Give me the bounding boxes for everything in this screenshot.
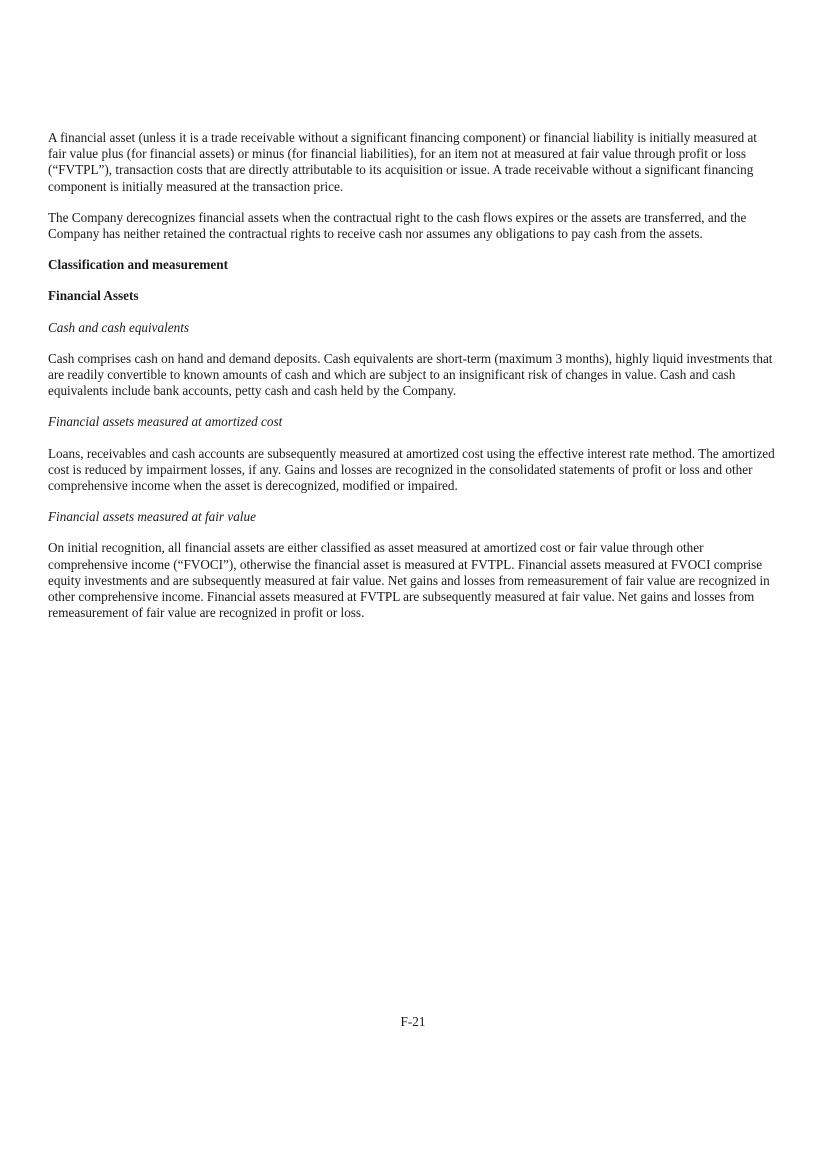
paragraph-derecognition: The Company derecognizes financial assets when the contractual right to the cash flows expires or the assets are transferred, and the Company has neither retained the contractual rights to receive cash nor assumes any obligations to pay cash from the assets.	[48, 209, 747, 242]
heading-financial-assets: Financial Assets	[48, 288, 139, 304]
document-body	[48, 130, 778, 636]
paragraph-initial-measurement: A financial asset (unless it is a trade receivable without a significant financing component) or financial liability is initially measured at fair value plus (for financial assets) or minus (for financial liabilities), for an item not at measured at fair value through profit or loss (“FVTPL”), transaction costs that are directly attributable to its acquisition or issue. A trade receivable without a significant financing component is initially measured at the transaction price.	[48, 130, 757, 194]
subheading-fair-value: Financial assets measured at fair value	[48, 509, 256, 525]
paragraph-amortized-cost: Loans, receivables and cash accounts are subsequently measured at amortized cost using the effective interest rate method. The amortized cost is reduced by impairment losses, if any. Gains and losses are recognized in the consolidated statements of profit or loss and other comprehensive income when the asset is derecognized, modified or impaired.	[48, 445, 775, 494]
subheading-cash-and-cash-equivalents: Cash and cash equivalents	[48, 319, 190, 335]
heading-classification-and-measurement: Classification and measurement	[48, 257, 228, 273]
paragraph-fair-value: On initial recognition, all financial assets are either classified as asset measured at amortized cost or fair value through other comprehensive income (“FVOCI”), otherwise the financial asset is measured at FVTPL. Financial assets measured at FVOCI comprise equity investments and are subsequently measured at fair value. Net gains and losses from remeasurement of fair value are recognized in other comprehensive income. Financial assets measured at FVTPL are subsequently measured at fair value. Net gains and losses from remeasurement of fair value are recognized in profit or loss.	[48, 540, 770, 621]
paragraph-cash-equivalents: Cash comprises cash on hand and demand deposits. Cash equivalents are short-term (maximum 3 months), highly liquid investments that are readily convertible to known amounts of cash and which are subject to an insignificant risk of changes in value. Cash and cash equivalents include bank accounts, petty cash and cash held by the Company.	[48, 350, 773, 399]
subheading-amortized-cost: Financial assets measured at amortized cost	[48, 414, 283, 430]
page-number: F-21	[400, 1014, 426, 1029]
